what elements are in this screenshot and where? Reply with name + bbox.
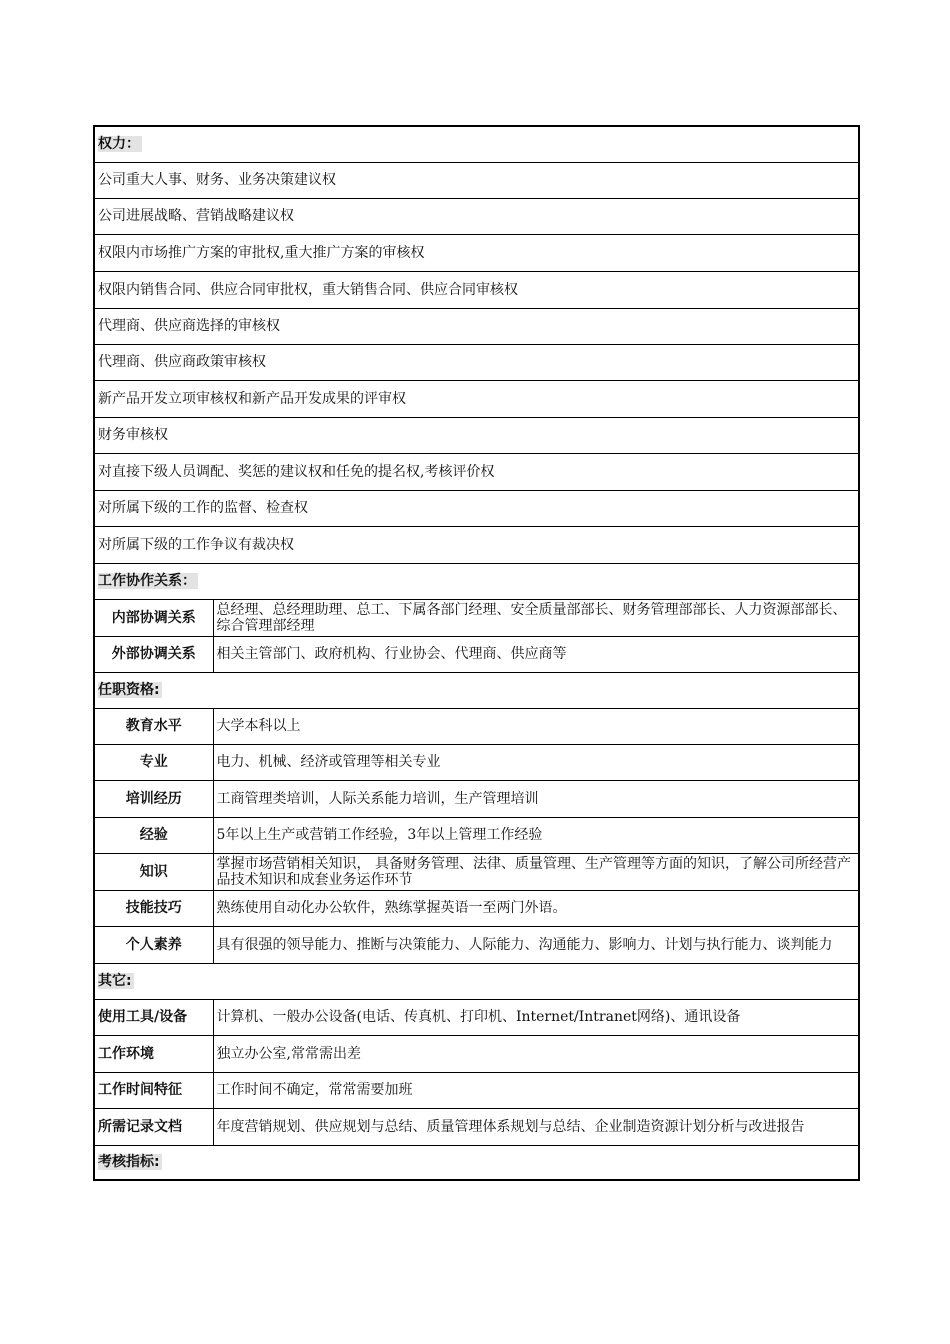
other-value: 计算机、一般办公设备(电话、传真机、打印机、Internet/Intranet网络)、通讯设备 (213, 999, 859, 1035)
other-label: 工作时间特征 (94, 1072, 213, 1108)
relation-label: 内部协调关系 (94, 599, 213, 636)
powers-header: 权力： (94, 126, 859, 162)
other-label: 工作环境 (94, 1035, 213, 1072)
power-item: 公司进展战略、营销战略建议权 (94, 198, 859, 234)
relation-label: 外部协调关系 (94, 636, 213, 672)
other-header: 其它: (94, 963, 859, 999)
relation-value: 总经理、总经理助理、总工、下属各部门经理、安全质量部部长、财务管理部部长、人力资源部部长、综合管理部经理 (213, 599, 859, 636)
other-value: 年度营销规划、供应规划与总结、质量管理体系规划与总结、企业制造资源计划分析与改进报告 (213, 1108, 859, 1145)
power-item: 对所属下级的工作争议有裁决权 (94, 526, 859, 563)
assessment-header: 考核指标: (94, 1145, 859, 1180)
qualification-value: 具有很强的领导能力、推断与决策能力、人际能力、沟通能力、影响力、计划与执行能力、谈判能力 (213, 926, 859, 963)
qualification-value: 熟练使用自动化办公软件，熟练掌握英语一至两门外语。 (213, 890, 859, 926)
other-label: 所需记录文档 (94, 1108, 213, 1145)
job-description-table (93, 125, 860, 1181)
qualification-value: 5年以上生产或营销工作经验，3年以上管理工作经验 (213, 817, 859, 853)
power-item: 权限内销售合同、供应合同审批权，重大销售合同、供应合同审核权 (94, 271, 859, 308)
qualifications-header: 任职资格: (94, 672, 859, 708)
qualification-value: 大学本科以上 (213, 708, 859, 744)
qualification-value: 电力、机械、经济或管理等相关专业 (213, 744, 859, 780)
other-value: 工作时间不确定，常常需要加班 (213, 1072, 859, 1108)
power-item: 对直接下级人员调配、奖惩的建议权和任免的提名权,考核评价权 (94, 453, 859, 490)
qualification-label: 技能技巧 (94, 890, 213, 926)
power-item: 权限内市场推广方案的审批权,重大推广方案的审核权 (94, 234, 859, 271)
power-item: 公司重大人事、财务、业务决策建议权 (94, 162, 859, 198)
relation-value: 相关主管部门、政府机构、行业协会、代理商、供应商等 (213, 636, 859, 672)
power-item: 代理商、供应商政策审核权 (94, 344, 859, 380)
relations-header: 工作协作关系： (94, 563, 859, 599)
power-item: 新产品开发立项审核权和新产品开发成果的评审权 (94, 380, 859, 417)
power-item: 对所属下级的工作的监督、检查权 (94, 490, 859, 526)
power-item: 财务审核权 (94, 417, 859, 453)
qualification-value: 工商管理类培训，人际关系能力培训，生产管理培训 (213, 780, 859, 817)
qualification-label: 知识 (94, 853, 213, 890)
qualification-label: 教育水平 (94, 708, 213, 744)
other-label: 使用工具/设备 (94, 999, 213, 1035)
qualification-label: 经验 (94, 817, 213, 853)
qualification-label: 培训经历 (94, 780, 213, 817)
qualification-value: 掌握市场营销相关知识， 具备财务管理、法律、质量管理、生产管理等方面的知识，了解公司所经营产品技术知识和成套业务运作环节 (213, 853, 859, 890)
power-item: 代理商、供应商选择的审核权 (94, 308, 859, 344)
other-value: 独立办公室,常常需出差 (213, 1035, 859, 1072)
qualification-label: 专业 (94, 744, 213, 780)
qualification-label: 个人素养 (94, 926, 213, 963)
